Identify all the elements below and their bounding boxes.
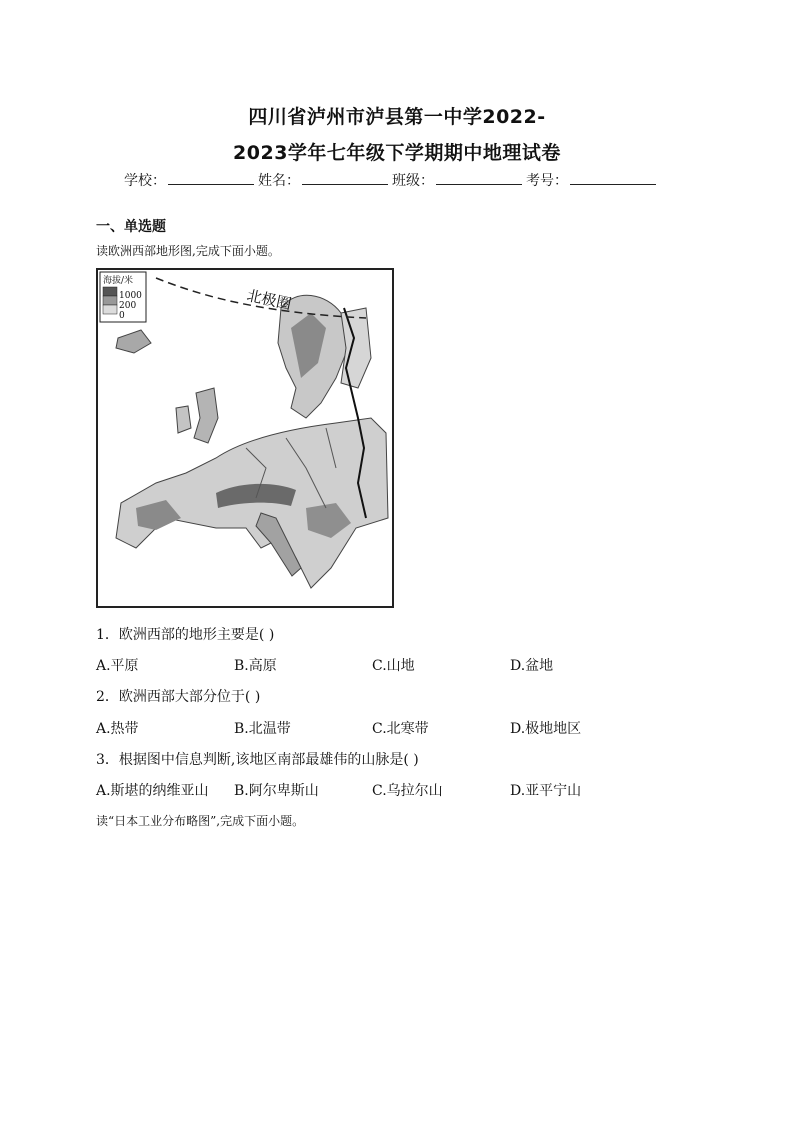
legend-level-1000: 1000 (119, 291, 142, 301)
legend-level-200: 200 (119, 301, 137, 311)
question-2-stem: 2．欧洲西部大部分位于( ) (96, 689, 261, 705)
exam-number-field (526, 170, 656, 190)
intro-text-japan: 读“日本工业分布略图”,完成下面小题。 (96, 814, 305, 828)
question-1-options (96, 655, 696, 675)
section-title: 一、单选题 (96, 219, 166, 235)
question-3-options (96, 780, 696, 800)
q3-option-a[interactable]: A.斯堪的纳维亚山 (96, 783, 209, 799)
arctic-circle-label: 北极圈 (245, 286, 293, 314)
student-info-row (124, 170, 660, 190)
name-field (258, 170, 388, 190)
q3-option-d[interactable]: D.亚平宁山 (510, 783, 582, 799)
exam-number-blank (570, 170, 656, 185)
q2-option-b[interactable]: B.北温带 (234, 721, 291, 737)
q2-option-a[interactable]: A.热带 (96, 721, 139, 737)
europe-terrain-map (96, 268, 394, 608)
school-field (124, 170, 254, 190)
q2-option-d[interactable]: D.极地地区 (510, 721, 582, 737)
exam-title-line-1: 四川省泸州市泸县第一中学2022- (248, 106, 546, 128)
class-field (392, 170, 522, 190)
question-2-options (96, 718, 696, 738)
q2-option-c[interactable]: C.北寒带 (372, 721, 429, 737)
school-blank (168, 170, 254, 185)
q1-option-a[interactable]: A.平原 (96, 658, 139, 674)
class-label: 班级： (392, 173, 434, 189)
q1-option-b[interactable]: B.高原 (234, 658, 277, 674)
intro-text-europe: 读欧洲西部地形图,完成下面小题。 (96, 244, 280, 258)
q1-option-c[interactable]: C.山地 (372, 658, 415, 674)
legend-title: 海拔/米 (103, 276, 134, 286)
exam-title-line-2: 2023学年七年级下学期期中地理试卷 (233, 142, 561, 164)
legend-level-0: 0 (119, 311, 125, 321)
school-label: 学校： (124, 173, 166, 189)
exam-number-label: 考号： (526, 173, 568, 189)
q3-option-c[interactable]: C.乌拉尔山 (372, 783, 443, 799)
q1-option-d[interactable]: D.盆地 (510, 658, 554, 674)
q3-option-b[interactable]: B.阿尔卑斯山 (234, 783, 319, 799)
class-blank (436, 170, 522, 185)
question-1-stem: 1．欧洲西部的地形主要是( ) (96, 627, 275, 643)
question-3-stem: 3．根据图中信息判断,该地区南部最雄伟的山脉是( ) (96, 752, 419, 768)
name-blank (302, 170, 388, 185)
name-label: 姓名： (258, 173, 300, 189)
